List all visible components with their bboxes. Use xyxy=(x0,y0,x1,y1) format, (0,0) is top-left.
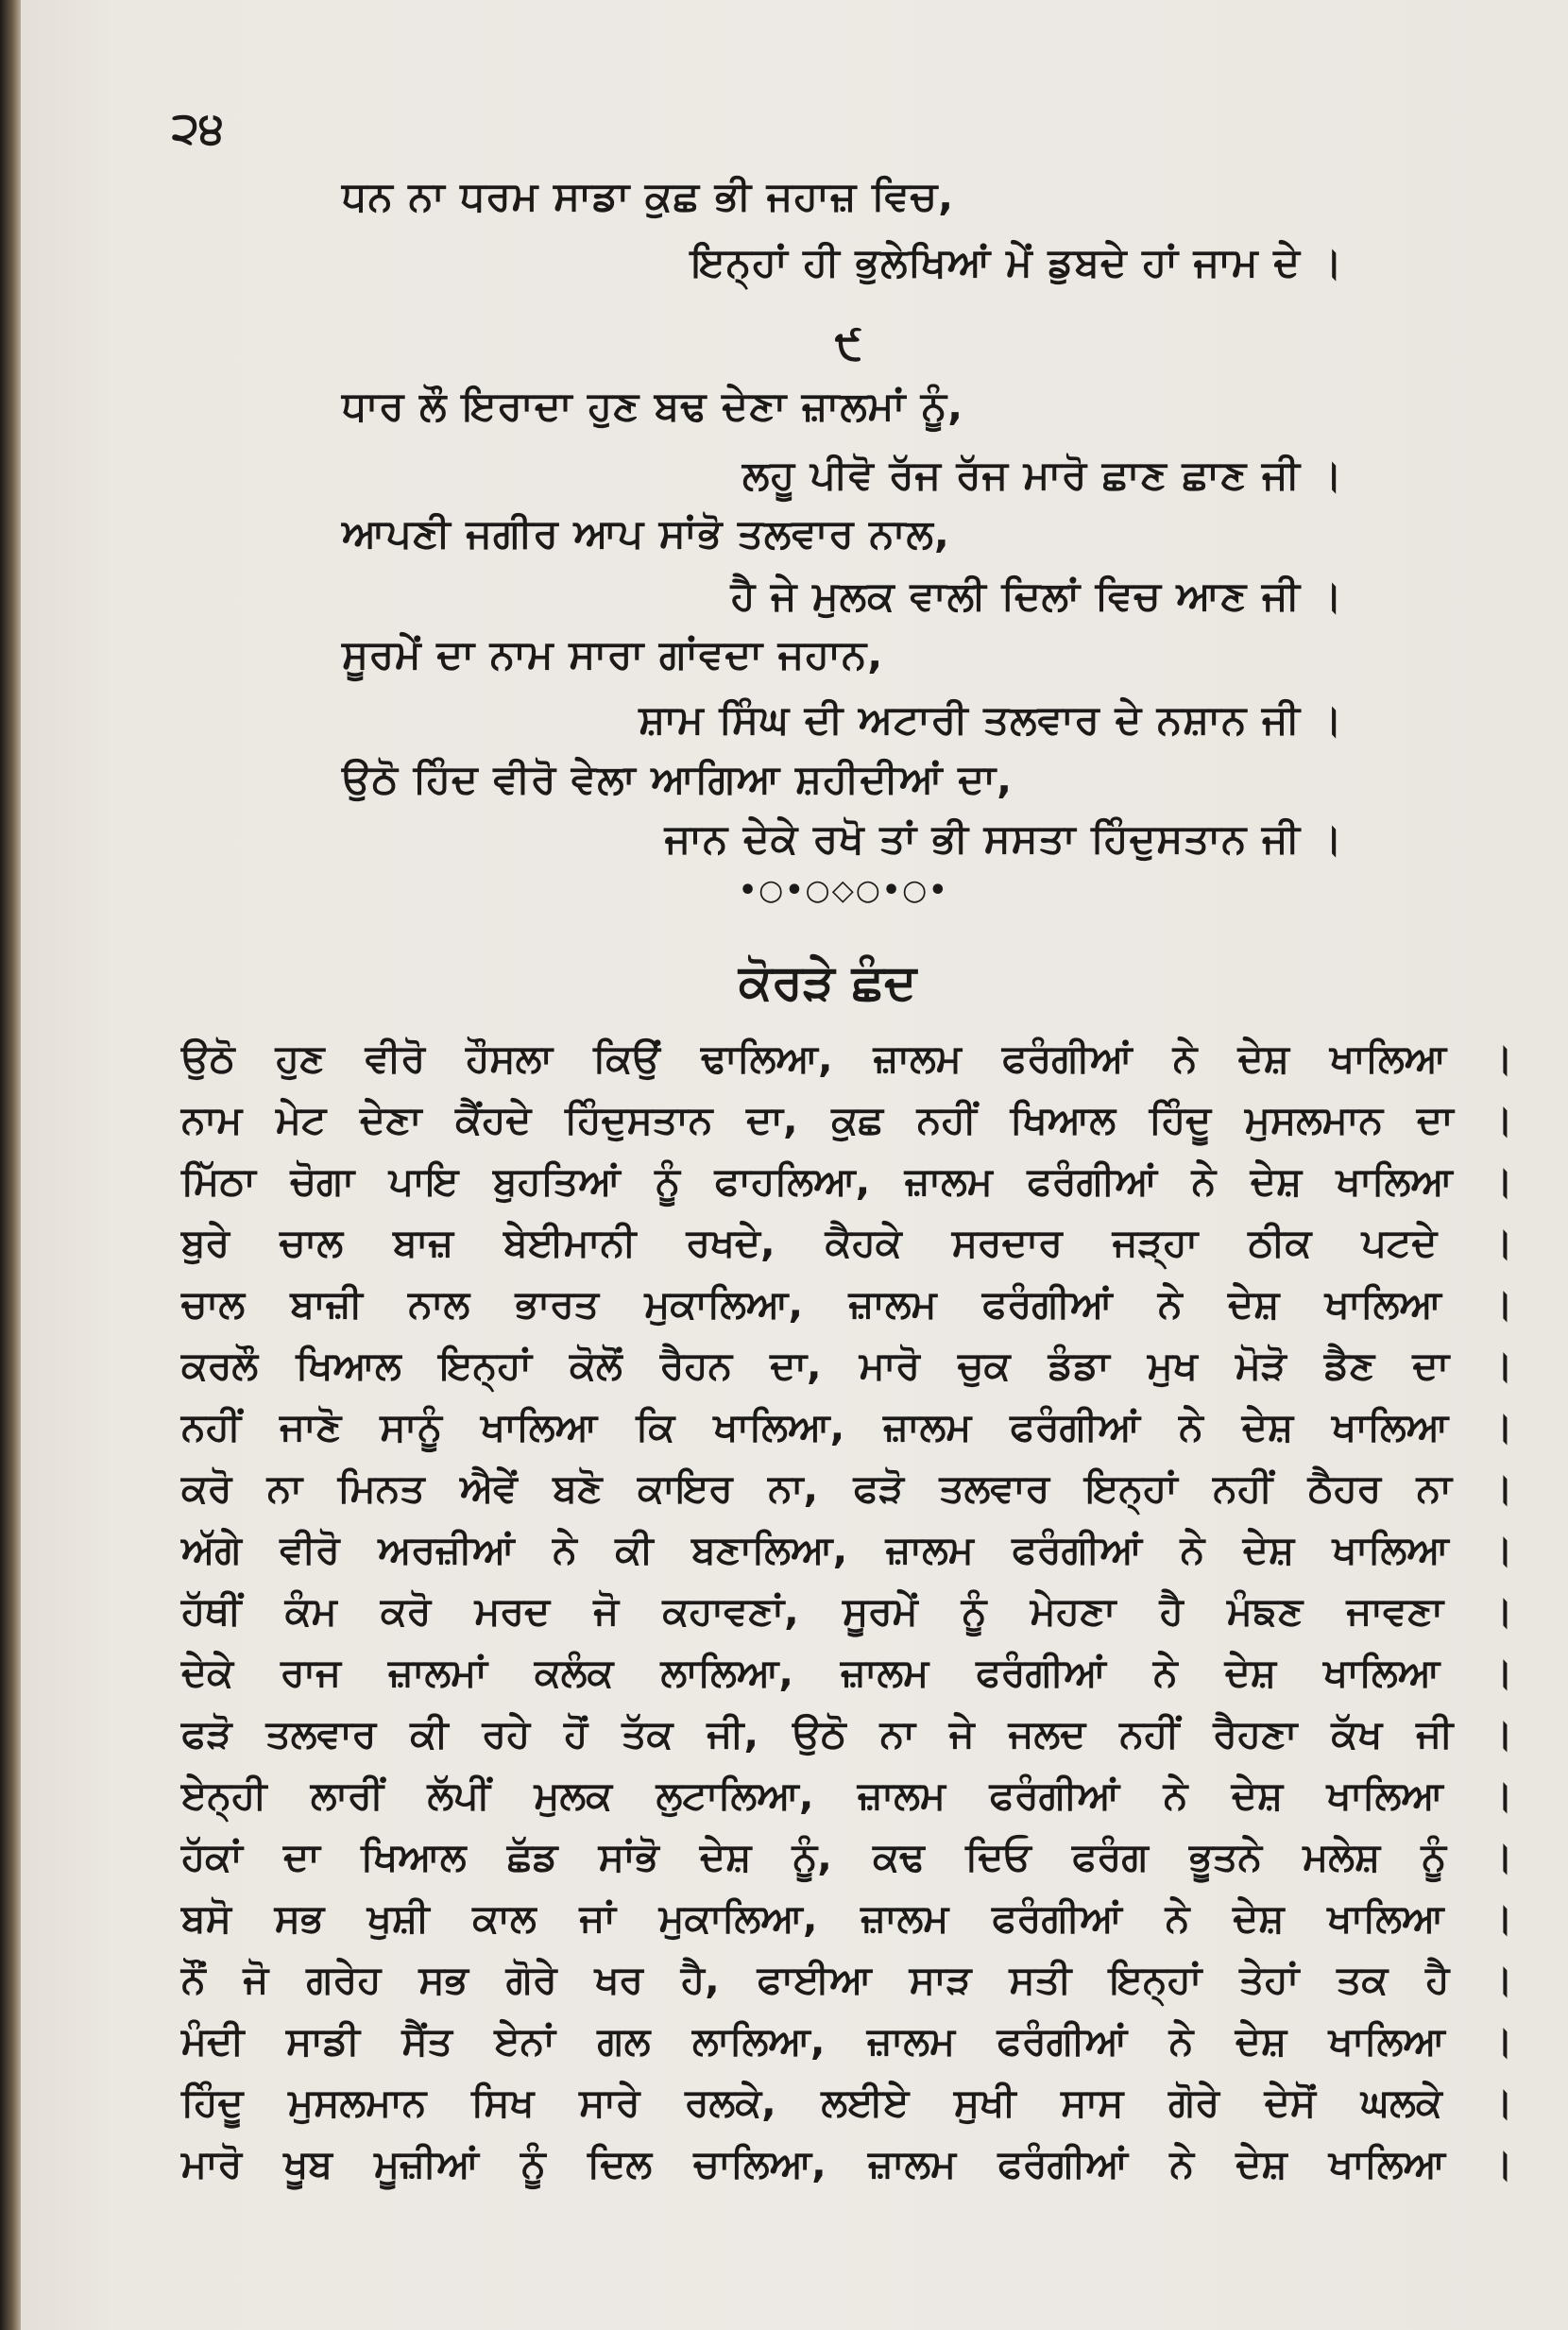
poem-line: ਨਹੀਂ ਜਾਣੋ ਸਾਨੂੰ ਖਾਲਿਆ ਕਿ ਖਾਲਿਆ, ਜ਼ਾਲਮ ਫਰੰਗੀਆਂ ਨੇ ਦੇਸ਼ ਖਾਲਿਆ । xyxy=(181,1404,1513,1449)
stanza-number: ੯ xyxy=(835,321,862,369)
poem-line: ਹੱਥੀਂ ਕੰਮ ਕਰੋ ਮਰਦ ਜੋ ਕਹਾਵਣਾਂ, ਸੂਰਮੇਂ ਨੂੰ ਮੇਹਣਾ ਹੈ ਮੰਙਣ ਜਾਵਣਾ । xyxy=(181,1588,1513,1634)
stanza-line: ਆਪਣੀ ਜਗੀਰ ਆਪ ਸਾਂਭੋ ਤਲਵਾਰ ਨਾਲ, xyxy=(342,510,950,557)
couplet-line: ਧਨ ਨਾ ਧਰਮ ਸਾਡਾ ਕੁਛ ਭੀ ਜਹਾਜ਼ ਵਿਚ, xyxy=(342,173,955,219)
poem-line: ਏਨ੍ਹੀ ਲਾਰੀਂ ਲੱਪੀਂ ਮੁਲਕ ਲੁਟਾਲਿਆ, ਜ਼ਾਲਮ ਫਰੰਗੀਆਂ ਨੇ ਦੇਸ਼ ਖਾਲਿਆ । xyxy=(181,1773,1513,1818)
poem-line: ਫੜੋ ਤਲਵਾਰ ਕੀ ਰਹੇ ਹੋਂ ਤੱਕ ਜੀ, ਉਠੋ ਨਾ ਜੇ ਜਲਦ ਨਹੀਂ ਰੈਹਣਾ ਕੱਖ ਜੀ । xyxy=(181,1711,1513,1756)
poem-line: ਅੱਗੇ ਵੀਰੋ ਅਰਜ਼ੀਆਂ ਨੇ ਕੀ ਬਣਾਲਿਆ, ਜ਼ਾਲਮ ਫਰੰਗੀਆਂ ਨੇ ਦੇਸ਼ ਖਾਲਿਆ । xyxy=(181,1527,1513,1572)
stanza-line: ਸ਼ਾਮ ਸਿੰਘ ਦੀ ਅਟਾਰੀ ਤਲਵਾਰ ਦੇ ਨਸ਼ਾਨ ਜੀ । xyxy=(639,696,1343,743)
stanza-line: ਜਾਨ ਦੇਕੇ ਰਖੋ ਤਾਂ ਭੀ ਸਸਤਾ ਹਿੰਦੁਸਤਾਨ ਜੀ । xyxy=(664,815,1343,862)
poem-line: ਮਾਰੋ ਖੂਬ ਮੂਜ਼ੀਆਂ ਨੂੰ ਦਿਲ ਚਾਲਿਆ, ਜ਼ਾਲਮ ਫਰੰਗੀਆਂ ਨੇ ਦੇਸ਼ ਖਾਲਿਆ । xyxy=(181,2141,1513,2186)
ornament-divider: •○•○◇○•○• xyxy=(739,874,949,907)
poem-line: ਨੌਂ ਜੋ ਗਰੇਹ ਸਭ ਗੋਰੇ ਖਰ ਹੈ, ਫਾਈਆ ਸਾੜ ਸਤੀ ਇਨ੍ਹਾਂ ਤੇਹਾਂ ਤਕ ਹੈ । xyxy=(181,1957,1513,2002)
stanza-line: ਉਠੋ ਹਿੰਦ ਵੀਰੋ ਵੇਲਾ ਆਗਿਆ ਸ਼ਹੀਦੀਆਂ ਦਾ, xyxy=(342,756,1014,802)
poem-line: ਬਸੋ ਸਭ ਖੁਸ਼ੀ ਕਾਲ ਜਾਂ ਮੁਕਾਲਿਆ, ਜ਼ਾਲਮ ਫਰੰਗੀਆਂ ਨੇ ਦੇਸ਼ ਖਾਲਿਆ । xyxy=(181,1895,1513,1941)
poem-line: ਉਠੋ ਹੁਣ ਵੀਰੋ ਹੌਸਲਾ ਕਿਉਂ ਢਾਲਿਆ, ਜ਼ਾਲਮ ਫਰੰਗੀਆਂ ਨੇ ਦੇਸ਼ ਖਾਲਿਆ । xyxy=(181,1036,1513,1081)
poem-line: ਕਰੋ ਨਾ ਮਿਨਤ ਐਵੇਂ ਬਣੋ ਕਾਇਰ ਨਾ, ਫੜੋ ਤਲਵਾਰ ਇਨ੍ਹਾਂ ਨਹੀਂ ਠੈਹਰ ਨਾ । xyxy=(181,1465,1513,1511)
poem-line: ਹੱਕਾਂ ਦਾ ਖਿਆਲ ਛੱਡ ਸਾਂਭੋ ਦੇਸ਼ ਨੂੰ, ਕਢ ਦਿਓ ਫਰੰਗ ਭੂਤਨੇ ਮਲੇਸ਼ ਨੂੰ । xyxy=(181,1834,1513,1879)
book-page xyxy=(21,0,1568,2330)
poem-line: ਬੁਰੇ ਚਾਲ ਬਾਜ਼ ਬੇਈਮਾਨੀ ਰਖਦੇ, ਕੈਹਕੇ ਸਰਦਾਰ ਜੜ੍ਹਾ ਠੀਕ ਪਟਦੇ । xyxy=(181,1220,1513,1265)
book-spine xyxy=(0,0,21,2330)
stanza-line: ਧਾਰ ਲੌ ਇਰਾਦਾ ਹੁਣ ਬਢ ਦੇਣਾ ਜ਼ਾਲਮਾਂ ਨੂੰ, xyxy=(342,383,964,429)
section-heading: ਕੋਰੜੇ ਛੰਦ xyxy=(739,954,917,1011)
page-number: ੨੪ xyxy=(172,102,225,153)
poem-line: ਮੰਦੀ ਸਾਡੀ ਸੈਂਤ ਏਨਾਂ ਗਲ ਲਾਲਿਆ, ਜ਼ਾਲਮ ਫਰੰਗੀਆਂ ਨੇ ਦੇਸ਼ ਖਾਲਿਆ । xyxy=(181,2018,1513,2064)
poem-line: ਮਿੱਠਾ ਚੋਗਾ ਪਾਇ ਬੁਹਤਿਆਂ ਨੂੰ ਫਾਹਲਿਆ, ਜ਼ਾਲਮ ਫਰੰਗੀਆਂ ਨੇ ਦੇਸ਼ ਖਾਲਿਆ । xyxy=(181,1158,1513,1204)
stanza-line: ਹੈ ਜੇ ਮੁਲਕ ਵਾਲੀ ਦਿਲਾਂ ਵਿਚ ਆਣ ਜੀ । xyxy=(730,573,1343,619)
poem-line: ਨਾਮ ਮੇਟ ਦੇਣਾ ਕੈਂਹਦੇ ਹਿੰਦੁਸਤਾਨ ਦਾ, ਕੁਛ ਨਹੀਂ ਖਿਆਲ ਹਿੰਦੂ ਮੁਸਲਮਾਨ ਦਾ । xyxy=(181,1097,1513,1142)
poem-line: ਦੇਕੇ ਰਾਜ ਜ਼ਾਲਮਾਂ ਕਲੰਕ ਲਾਲਿਆ, ਜ਼ਾਲਮ ਫਰੰਗੀਆਂ ਨੇ ਦੇਸ਼ ਖਾਲਿਆ । xyxy=(181,1650,1513,1695)
stanza-line: ਸੂਰਮੇਂ ਦਾ ਨਾਮ ਸਾਰਾ ਗਾਂਵਦਾ ਜਹਾਨ, xyxy=(342,631,884,677)
couplet-line: ਇਨ੍ਹਾਂ ਹੀ ਭੁਲੇਖਿਆਂ ਮੇਂ ਡੁਬਦੇ ਹਾਂ ਜਾਮ ਦੇ । xyxy=(690,239,1343,285)
stanza-line: ਲਹੂ ਪੀਵੋ ਰੱਜ ਰੱਜ ਮਾਰੋ ਛਾਣ ਛਾਣ ਜੀ । xyxy=(742,452,1343,498)
poem-line: ਕਰਲੌ ਖਿਆਲ ਇਨ੍ਹਾਂ ਕੋਲੋਂ ਰੈਹਨ ਦਾ, ਮਾਰੋ ਚੁਕ ਡੰਡਾ ਮੁਖ ਮੋੜੋ ਡੈਣ ਦਾ । xyxy=(181,1343,1513,1388)
poem-line: ਹਿੰਦੂ ਮੁਸਲਮਾਨ ਸਿਖ ਸਾਰੇ ਰਲਕੇ, ਲਈਏ ਸੁਖੀ ਸਾਸ ਗੋਰੇ ਦੇਸੋਂ ਘਲਕੇ । xyxy=(181,2080,1513,2125)
poem-line: ਚਾਲ ਬਾਜ਼ੀ ਨਾਲ ਭਾਰਤ ਮੁਕਾਲਿਆ, ਜ਼ਾਲਮ ਫਰੰਗੀਆਂ ਨੇ ਦੇਸ਼ ਖਾਲਿਆ । xyxy=(181,1281,1513,1327)
